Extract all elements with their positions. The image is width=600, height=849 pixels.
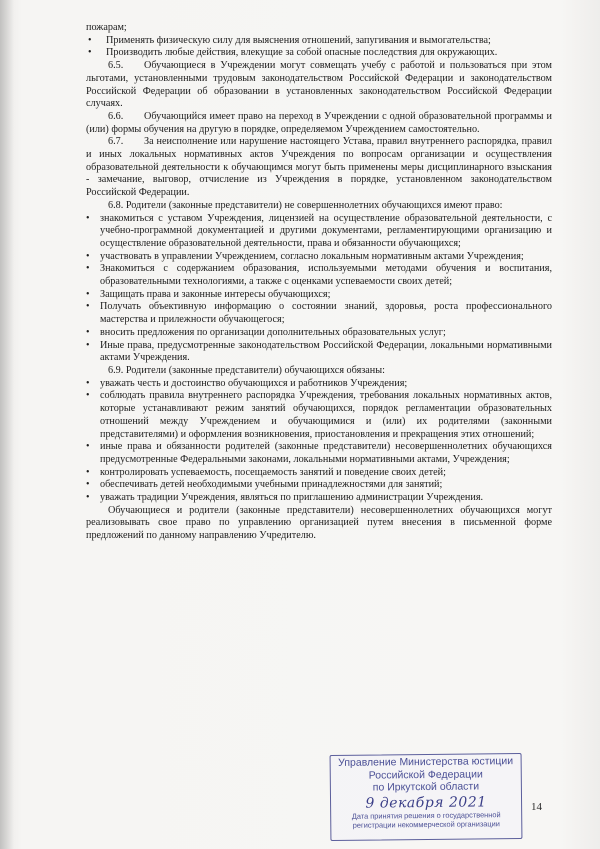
list-item-force: • Применять физическую силу для выяснения отношений, запугивания и вымогательства; [86, 35, 552, 48]
rights-item: • Знакомиться с содержанием образования, используемыми методами обучения и воспитания, образовательными технологиями, а также с оценками успеваемости своих детей; [86, 263, 552, 288]
stamp-caption-1: Дата принятия решения о государственной [351, 809, 501, 821]
rights-item: • Защищать права и законные интересы обучающихся; [86, 289, 552, 302]
section-6-8-heading: 6.8. Родители (законные представители) не совершеннолетних обучающихся имеют право: [108, 199, 503, 211]
section-6-5: 6.5. Обучающиеся в Учреждении могут совмещать учебу с работой и пользоваться при этом льготами, установленными трудовым законодательством Российской Федерации и законодательством Российской Федерации об образовании в установленных законодательством Российской Федерации случаях. [86, 60, 552, 110]
stamp-line-federation: Российской Федерации [368, 767, 483, 782]
section-6-9-heading: 6.9. Родители (законные представители) обучающихся обязаны: [108, 364, 385, 376]
text-line-fire: пожарам; [86, 22, 127, 33]
duties-item: • уважать честь и достоинство обучающихся и работников Учреждения; [86, 378, 552, 391]
document-body [86, 22, 552, 543]
duties-item: • иные права и обязанности родителей (законные представители) несовершеннолетних обучающихся предусмотренные Федеральными законами, локальными нормативными актами, Учреждения; [86, 441, 552, 466]
list-item-actions: • Производить любые действия, влекущие за собой опасные последствия для окружающих. [86, 47, 552, 60]
stamp-caption-2: регистрации некоммерческой организации [352, 819, 500, 830]
closing-paragraph: Обучающиеся и родители (законные представители) несовершеннолетних обучающихся могут реализовывать свое право по управлению организацией путем внесения в письменной форме предложений по данному направлению Учредителю. [86, 504, 552, 542]
stamp-line-ministry: Управление Министерства юстиции [338, 755, 514, 769]
rights-item: • Получать объективную информацию о состоянии знаний, здоровья, роста профессионального мастерства и прилежности обучающегося; [86, 301, 552, 326]
stamp-line-region: по Иркутской области [372, 780, 480, 794]
duties-item: • уважать традиции Учреждения, являться по приглашению администрации Учреждения. [86, 492, 552, 505]
rights-item: • знакомиться с уставом Учреждения, лицензией на осуществление образовательной деятельности, с учебно-программной документацией и другими документами, регламентирующими организацию и осуществление образовательной деятельности, права и обязанности обучающихся; [86, 213, 552, 251]
duties-item: • соблюдать правила внутреннего распорядка Учреждения, требования локальных нормативных актов, которые устанавливают режим занятий обучающихся, порядок регламентации образовательных отношений между Учреждением и обучающимися и (или) их родителями (законными представителями) и оформления возникновения, приостановления и прекращения этих отношений; [86, 390, 552, 441]
duties-item: • обеспечивать детей необходимыми учебными принадлежностями для занятий; [86, 479, 552, 492]
rights-item: • вносить предложения по организации дополнительных образовательных услуг; [86, 327, 552, 340]
rights-item: • участвовать в управлении Учреждением, согласно локальным нормативным актами Учреждения; [86, 251, 552, 264]
section-6-7: 6.7. За неисполнение или нарушение настоящего Устава, правил внутреннего распорядка, правил и иных локальных нормативных актов Учреждения по вопросам организации и осуществления образовательной деятельности к обучающимся могут быть применены меры дисциплинарного взыскания - замечание, выговор, отчисление из Учреждения в порядке, установленном законодательством Российской Федерации. [86, 136, 552, 199]
duties-item: • контролировать успеваемость, посещаемость занятий и поведение своих детей; [86, 467, 552, 480]
rights-item: • Иные права, предусмотренные законодательством Российской Федерации, локальными нормативными актами Учреждения. [86, 340, 552, 365]
stamp-handwritten-date: 9 декабря 2021 [365, 793, 487, 812]
page-number: 14 [531, 801, 542, 813]
section-6-6: 6.6. Обучающийся имеет право на переход в Учреждении с одной образовательной программы и (или) формы обучения на другую в порядке, определяемом Учреждением самостоятельно. [86, 110, 552, 135]
registration-stamp [330, 753, 523, 841]
scan-edge-shadow [0, 0, 14, 849]
